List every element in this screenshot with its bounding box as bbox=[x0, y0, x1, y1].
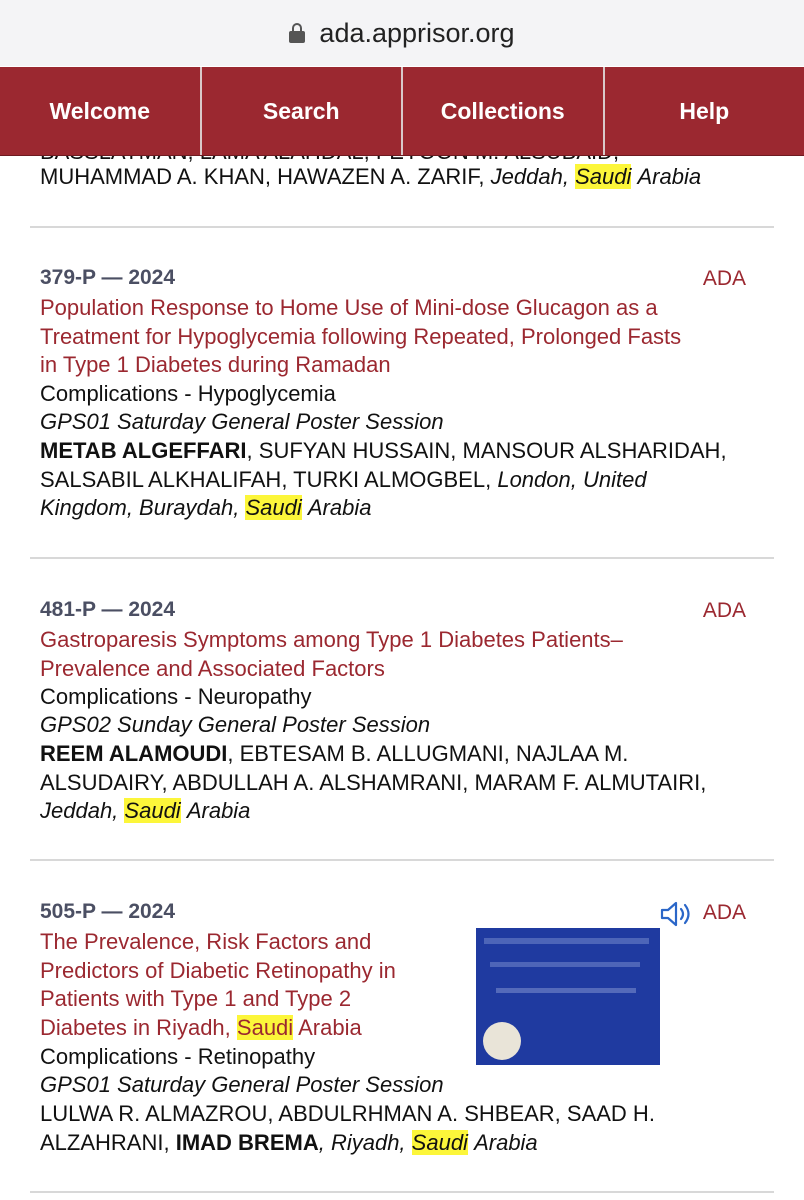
poster-thumbnail[interactable] bbox=[476, 928, 660, 1065]
search-highlight: Saudi bbox=[575, 164, 632, 189]
presenter: REEM ALAMOUDI bbox=[40, 741, 228, 766]
authors-line-1: METAB ALGEFFARI, SUFYAN HUSSAIN, MANSOUR ALSHARIDAH, bbox=[40, 438, 727, 463]
source-label: ADA bbox=[702, 599, 746, 622]
category: Complications - Neuropathy bbox=[40, 684, 312, 709]
url-text[interactable]: ada.apprisor.org bbox=[319, 17, 515, 48]
authors-line-2: SALSABIL ALKHALIFAH, TURKI ALMOGBEL, London, United bbox=[40, 467, 647, 492]
session: GPS02 Sunday General Poster Session bbox=[40, 712, 431, 737]
abstract-id: 481-P — 2024 bbox=[40, 598, 176, 621]
divider bbox=[30, 226, 774, 228]
divider bbox=[30, 557, 774, 559]
location-line: Jeddah, Saudi Arabia bbox=[40, 798, 251, 823]
category: Complications - Retinopathy bbox=[40, 1044, 316, 1069]
location-line: Kingdom, Buraydah, Saudi Arabia bbox=[40, 495, 372, 520]
nav-tab-help[interactable]: Help bbox=[679, 97, 730, 124]
nav-tab-search[interactable]: Search bbox=[202, 67, 404, 155]
category: Complications - Hypoglycemia bbox=[40, 381, 336, 406]
search-highlight: Saudi bbox=[236, 1014, 294, 1040]
presenter: METAB ALGEFFARI bbox=[40, 438, 247, 463]
search-highlight: Saudi bbox=[245, 495, 302, 520]
abstract-title-link[interactable]: The Prevalence, Risk Factors and Predictors of Diabetic Retinopathy in Patients with Type 1 and Type 2 Diabetes in Riyadh, Saudi Arabia bbox=[40, 929, 396, 1040]
authors-line-2: ALZAHRANI, IMAD BREMA, Riyadh, Saudi Arabia bbox=[40, 1130, 538, 1155]
abstract-id: 379-P — 2024 bbox=[40, 266, 176, 289]
search-highlight: Saudi bbox=[124, 798, 181, 823]
abstract-title-link[interactable]: Gastroparesis Symptoms among Type 1 Diabetes Patients– Prevalence and Associated Factors bbox=[40, 627, 623, 681]
speaker-icon[interactable] bbox=[660, 900, 694, 928]
main-nav bbox=[0, 67, 804, 155]
source-label: ADA bbox=[702, 901, 746, 924]
divider bbox=[30, 1191, 774, 1193]
authors-line-1: REEM ALAMOUDI, EBTESAM B. ALLUGMANI, NAJLAA M. bbox=[40, 741, 629, 766]
session: GPS01 Saturday General Poster Session bbox=[40, 409, 444, 434]
authors-line-1: LULWA R. ALMAZROU, ABDULRHMAN A. SHBEAR, SAAD H. bbox=[40, 1101, 655, 1126]
source-label: ADA bbox=[702, 267, 746, 290]
abstract-title-link[interactable]: Population Response to Home Use of Mini-dose Glucagon as a Treatment for Hypoglycemia following Repeated, Prolonged Fasts in Type 1 Diabetes during Ramadan bbox=[40, 295, 682, 378]
search-highlight: Saudi bbox=[411, 1130, 468, 1155]
nav-tab-welcome[interactable]: Welcome bbox=[0, 67, 202, 155]
authors-line-2: ALSUDAIRY, ABDULLAH A. ALSHAMRANI, MARAM F. ALMUTAIRI, bbox=[40, 770, 707, 795]
presenter: IMAD BREMA bbox=[175, 1130, 319, 1155]
browser-url-bar[interactable] bbox=[0, 0, 804, 66]
partial-authors: MUHAMMAD A. KHAN, HAWAZEN A. ZARIF, Jeddah, Saudi Arabia bbox=[40, 164, 702, 189]
session: GPS01 Saturday General Poster Session bbox=[40, 1072, 444, 1097]
nav-tab-collections[interactable]: Collections bbox=[403, 67, 605, 155]
abstract-id: 505-P — 2024 bbox=[40, 900, 176, 923]
lock-icon bbox=[289, 23, 305, 43]
divider bbox=[30, 859, 774, 861]
